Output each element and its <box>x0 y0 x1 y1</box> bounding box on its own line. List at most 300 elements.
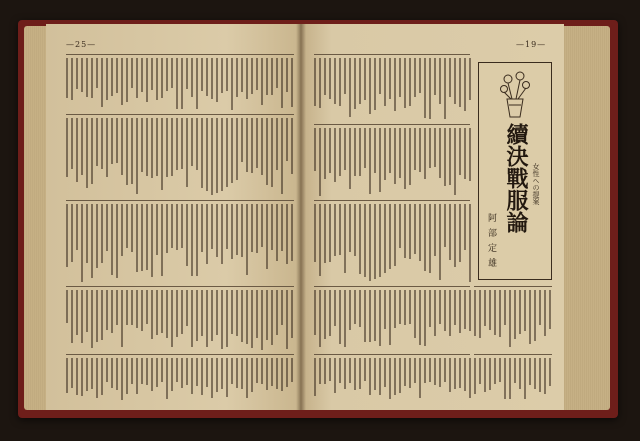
text-column-line <box>434 58 436 95</box>
text-column-line <box>286 358 288 387</box>
text-column-line <box>196 118 198 170</box>
text-column-line <box>534 358 536 389</box>
text-column-line <box>96 118 98 166</box>
text-column-line <box>126 358 128 394</box>
text-column-line <box>166 358 168 399</box>
text-column-line <box>181 118 183 169</box>
text-column-line <box>519 358 521 389</box>
text-column-line <box>111 358 113 388</box>
text-column-line <box>324 128 326 179</box>
text-column-line <box>116 118 118 163</box>
text-column-line <box>191 58 193 97</box>
text-column-line <box>429 204 431 273</box>
text-column-line <box>206 58 208 96</box>
text-column-line <box>161 204 163 276</box>
text-column-line <box>171 358 173 391</box>
text-column-line <box>339 290 341 344</box>
text-column-line <box>389 128 391 173</box>
text-column-line <box>266 290 268 340</box>
text-column-line <box>479 290 481 338</box>
text-column-line <box>76 58 78 89</box>
text-column-line <box>429 128 431 168</box>
text-column-line <box>389 290 391 345</box>
text-column-line <box>121 358 123 400</box>
text-column-line <box>549 358 551 386</box>
text-column-line <box>161 118 163 190</box>
text-column-line <box>186 204 188 266</box>
text-column-line <box>424 128 426 179</box>
text-column-line <box>191 290 193 347</box>
text-column-line <box>206 358 208 387</box>
text-column-line <box>236 358 238 388</box>
text-column-line <box>201 204 203 252</box>
text-column-line <box>166 58 168 91</box>
text-column-line <box>354 204 356 256</box>
flower-vase-icon <box>496 69 534 121</box>
text-column-line <box>464 128 466 179</box>
text-column-line <box>469 128 471 181</box>
text-column-line <box>261 204 263 247</box>
text-column-line <box>499 358 501 382</box>
text-column-line <box>71 358 73 388</box>
text-column-line <box>344 358 346 389</box>
text-column-line <box>136 358 138 394</box>
text-column-line <box>369 58 371 114</box>
text-column-line <box>91 58 93 98</box>
text-column-line <box>414 204 416 254</box>
text-column-line <box>409 358 411 388</box>
text-column-line <box>404 358 406 386</box>
text-column-line <box>251 58 253 94</box>
text-column-line <box>231 58 233 110</box>
text-column-line <box>399 58 401 97</box>
text-column-line <box>261 58 263 105</box>
column-band-rule <box>314 286 470 287</box>
text-column-line <box>319 358 321 384</box>
text-column-line <box>384 358 386 387</box>
column-band-rule <box>314 354 470 355</box>
text-column-line <box>474 290 476 336</box>
text-column-line <box>419 358 421 398</box>
text-column-line <box>276 118 278 170</box>
text-column-line <box>414 358 416 383</box>
text-column-line <box>384 290 386 329</box>
text-column-line <box>221 58 223 93</box>
text-column-line <box>276 204 278 261</box>
text-column-line <box>349 358 351 383</box>
text-column-line <box>126 118 128 185</box>
text-column-line <box>454 290 456 325</box>
text-column-line <box>106 290 108 330</box>
text-column-line <box>349 58 351 117</box>
text-column-line <box>434 128 436 167</box>
text-column-line <box>374 358 376 390</box>
text-column-line <box>116 204 118 278</box>
text-column-line <box>246 58 248 99</box>
text-column-line <box>389 58 391 99</box>
text-column-line <box>276 358 278 389</box>
text-column-line <box>329 358 331 381</box>
text-column-line <box>141 118 143 172</box>
text-column-line <box>201 358 203 395</box>
text-column-line <box>504 290 506 325</box>
text-column-line <box>211 204 213 249</box>
text-column-line <box>91 118 93 184</box>
page-number-right: —19— <box>516 40 547 49</box>
text-column-line <box>474 358 476 394</box>
text-column-line <box>444 128 446 186</box>
text-column-line <box>196 358 198 386</box>
text-column-line <box>76 290 78 335</box>
text-column-line <box>66 290 68 323</box>
text-column-line <box>176 118 178 170</box>
text-column-line <box>116 358 118 390</box>
text-column-line <box>186 118 188 187</box>
column-band-rule <box>66 354 294 355</box>
text-column-line <box>539 290 541 325</box>
text-column-line <box>241 204 243 257</box>
text-column-line <box>329 58 331 99</box>
text-column-line <box>236 58 238 97</box>
text-column-line <box>394 128 396 184</box>
text-column-line <box>86 118 88 188</box>
text-column-line <box>339 128 341 176</box>
text-column-line <box>66 118 68 177</box>
column-band-rule <box>314 124 470 125</box>
text-column-line <box>256 58 258 90</box>
text-column-line <box>469 58 471 100</box>
text-column-line <box>454 58 456 104</box>
text-column-line <box>379 290 381 346</box>
text-column-line <box>271 204 273 250</box>
text-column-line <box>131 58 133 88</box>
text-column-line <box>106 118 108 177</box>
text-column-line <box>231 358 233 384</box>
text-column-line <box>414 58 416 97</box>
text-column-line <box>319 290 321 347</box>
text-column-line <box>339 58 341 106</box>
text-column-line <box>379 204 381 277</box>
text-column-line <box>424 290 426 346</box>
text-column-line <box>534 290 536 341</box>
text-column-line <box>454 358 456 389</box>
text-column-line <box>489 290 491 330</box>
text-column-line <box>349 290 351 330</box>
text-column-line <box>266 204 268 269</box>
text-column-line <box>459 204 461 262</box>
text-column-line <box>251 204 253 252</box>
text-column-line <box>66 358 68 393</box>
text-column-line <box>231 290 233 334</box>
text-column-line <box>439 204 441 280</box>
text-column-line <box>429 358 431 382</box>
text-column-line <box>291 58 293 107</box>
text-column-line <box>444 204 446 247</box>
text-column-line <box>156 358 158 387</box>
text-column-line <box>434 358 436 385</box>
text-column-line <box>141 358 143 384</box>
text-column-line <box>136 58 138 98</box>
text-column-line <box>286 118 288 161</box>
text-column-line <box>369 358 371 395</box>
text-column-line <box>349 204 351 252</box>
page-number-left: —25— <box>66 40 97 49</box>
text-column-line <box>186 290 188 326</box>
text-column-line <box>484 290 486 326</box>
text-column-line <box>226 118 228 187</box>
text-column-line <box>96 204 98 268</box>
text-column-line <box>454 204 456 267</box>
text-column-line <box>494 290 496 335</box>
text-column-line <box>141 290 143 331</box>
text-column-line <box>236 204 238 255</box>
text-column-line <box>201 58 203 91</box>
text-column-line <box>196 204 198 276</box>
text-column-line <box>449 58 451 97</box>
text-column-line <box>206 204 208 264</box>
text-column-line <box>324 290 326 339</box>
text-column-line <box>66 204 68 267</box>
text-column-line <box>116 290 118 325</box>
text-column-line <box>544 290 546 336</box>
text-column-line <box>369 204 371 281</box>
text-column-line <box>81 118 83 175</box>
text-column-line <box>196 58 198 109</box>
text-column-line <box>404 204 406 258</box>
text-column-line <box>181 358 183 388</box>
text-column-line <box>86 58 88 97</box>
article-author: 阿部定雄 <box>486 213 496 273</box>
text-column-line <box>409 58 411 106</box>
text-column-line <box>146 118 148 176</box>
text-column-line <box>364 128 366 168</box>
text-column-line <box>241 290 243 342</box>
text-column-line <box>469 204 471 282</box>
text-column-line <box>226 204 228 249</box>
text-column-line <box>261 358 263 384</box>
text-column-line <box>246 204 248 275</box>
text-column-line <box>131 358 133 384</box>
text-column-line <box>176 358 178 382</box>
text-column-line <box>151 118 153 178</box>
text-column-line <box>86 204 88 263</box>
text-column-line <box>226 290 228 347</box>
text-column-line <box>374 128 376 173</box>
text-column-line <box>111 58 113 96</box>
text-column-line <box>314 128 316 171</box>
text-column-line <box>409 204 411 259</box>
text-column-line <box>439 290 441 324</box>
text-column-line <box>176 204 178 250</box>
text-column-line <box>404 290 406 325</box>
text-column-line <box>76 358 78 395</box>
text-column-line <box>171 290 173 347</box>
text-column-line <box>271 290 273 345</box>
text-column-line <box>271 358 273 386</box>
text-column-line <box>216 358 218 392</box>
text-column-line <box>161 290 163 333</box>
text-column-line <box>354 128 356 176</box>
text-column-line <box>399 204 401 248</box>
text-column-line <box>424 358 426 383</box>
text-column-line <box>251 358 253 392</box>
text-column-line <box>146 58 148 102</box>
text-column-line <box>409 290 411 324</box>
text-column-line <box>379 128 381 192</box>
text-column-line <box>334 204 336 256</box>
text-column-line <box>151 204 153 277</box>
text-column-line <box>256 358 258 383</box>
text-column-line <box>369 290 371 342</box>
text-column-line <box>156 118 158 176</box>
text-column-line <box>71 58 73 100</box>
text-column-line <box>379 358 381 395</box>
text-column-line <box>126 204 128 248</box>
text-column-line <box>419 204 421 261</box>
text-column-line <box>186 58 188 89</box>
text-column-line <box>231 204 233 259</box>
text-column-line <box>256 118 258 168</box>
text-column-line <box>96 290 98 342</box>
text-column-line <box>251 290 253 348</box>
column-band-rule <box>66 200 294 201</box>
text-column-line <box>161 358 163 382</box>
article-subtitle: 女性への提案 <box>532 163 540 205</box>
text-column-line <box>439 58 441 104</box>
text-column-line <box>354 58 356 109</box>
text-column-line <box>359 58 361 104</box>
text-column-line <box>186 358 188 385</box>
text-column-line <box>256 290 258 338</box>
text-column-line <box>379 58 381 94</box>
text-column-line <box>281 58 283 108</box>
text-column-line <box>399 290 401 324</box>
text-column-line <box>329 204 331 262</box>
text-column-line <box>216 290 218 335</box>
text-column-line <box>111 204 113 275</box>
text-column-line <box>484 358 486 392</box>
text-column-line <box>364 204 366 277</box>
text-column-line <box>349 128 351 189</box>
text-column-line <box>141 58 143 92</box>
text-column-line <box>106 58 108 100</box>
text-column-line <box>181 290 183 334</box>
text-column-line <box>389 204 391 269</box>
text-column-line <box>106 204 108 251</box>
text-column-line <box>384 58 386 106</box>
text-column-line <box>101 118 103 169</box>
text-column-line <box>271 58 273 95</box>
text-column-line <box>524 290 526 331</box>
text-column-line <box>314 204 316 262</box>
text-column-line <box>181 204 183 248</box>
text-column-line <box>106 358 108 382</box>
text-column-line <box>291 118 293 174</box>
text-column-line <box>116 58 118 93</box>
text-column-line <box>266 118 268 185</box>
text-column-line <box>404 128 406 189</box>
text-column-line <box>96 358 98 398</box>
text-column-line <box>384 204 386 273</box>
text-column-line <box>121 58 123 105</box>
text-column-line <box>166 204 168 253</box>
text-column-line <box>464 58 466 111</box>
text-column-line <box>384 128 386 180</box>
text-column-line <box>121 118 123 175</box>
text-column-line <box>131 118 133 184</box>
text-column-line <box>286 204 288 264</box>
text-column-line <box>191 204 193 276</box>
text-column-line <box>101 290 103 340</box>
text-column-line <box>369 128 371 194</box>
text-column-line <box>131 290 133 325</box>
text-column-line <box>354 358 356 390</box>
text-column-line <box>454 128 456 195</box>
text-column-line <box>419 128 421 172</box>
text-column-line <box>504 358 506 399</box>
text-column-line <box>76 118 78 182</box>
text-column-line <box>344 204 346 273</box>
text-column-line <box>429 58 431 119</box>
text-column-line <box>241 358 243 389</box>
text-column-line <box>404 58 406 108</box>
text-column-line <box>136 290 138 328</box>
text-column-line <box>216 58 218 102</box>
column-band-rule <box>66 54 294 55</box>
text-column-line <box>549 290 551 329</box>
column-band-rule <box>474 354 552 355</box>
text-column-line <box>364 58 366 100</box>
text-column-line <box>81 290 83 343</box>
text-column-line <box>389 358 391 399</box>
text-column-line <box>136 118 138 194</box>
text-column-line <box>529 290 531 344</box>
text-column-line <box>246 290 248 344</box>
text-column-line <box>334 128 336 182</box>
text-column-line <box>211 58 213 99</box>
page-stack-right <box>560 26 610 410</box>
text-column-line <box>449 204 451 260</box>
text-column-line <box>191 118 193 166</box>
text-column-line <box>171 58 173 88</box>
text-column-line <box>156 290 158 335</box>
text-column-line <box>211 290 213 341</box>
text-column-line <box>156 204 158 255</box>
text-column-line <box>226 358 228 397</box>
text-column-line <box>469 290 471 331</box>
article-title: 續決戰服論 <box>503 123 528 233</box>
column-band-rule <box>474 286 552 287</box>
text-column-line <box>131 204 133 252</box>
text-column-line <box>359 204 361 274</box>
text-column-line <box>211 358 213 398</box>
gutter <box>296 24 306 410</box>
text-column-line <box>226 58 228 91</box>
text-column-line <box>319 128 321 196</box>
text-column-line <box>246 118 248 172</box>
text-column-line <box>211 118 213 195</box>
text-column-line <box>449 128 451 185</box>
text-column-line <box>281 118 283 194</box>
text-column-line <box>256 204 258 253</box>
text-column-line <box>399 358 401 393</box>
text-column-line <box>424 58 426 118</box>
text-column-line <box>539 358 541 392</box>
text-column-line <box>146 204 148 270</box>
text-column-line <box>439 358 441 387</box>
text-column-line <box>449 358 451 392</box>
text-column-line <box>206 118 208 191</box>
